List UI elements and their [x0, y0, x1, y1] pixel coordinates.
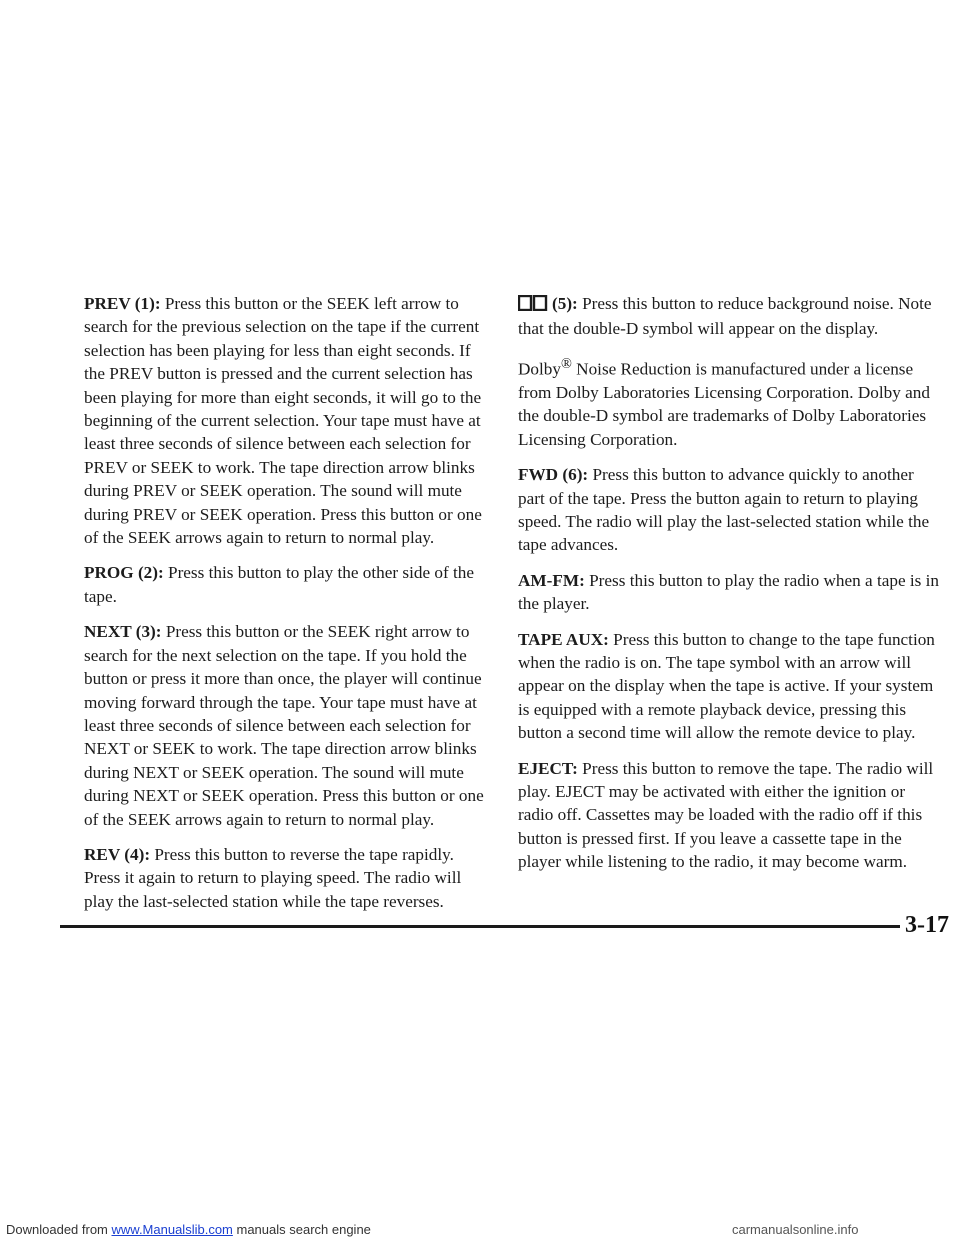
- dolby-trademark-text: Noise Reduction is manufactured under a license from Dolby Laboratories Licensing Corporation. Dolby and the double-D symbol are trademarks of Dolby Laboratories Licensing Corporation.: [518, 359, 930, 449]
- prog-term: PROG (2):: [84, 563, 164, 583]
- rev-text: Press this button to reverse the tape rapidly. Press it again to return to playing speed. The radio will play the last-selected station while the tape reverses.: [84, 844, 462, 911]
- eject-text: Press this button to remove the tape. The radio will play. EJECT may be activated with either the ignition or radio off. Cassettes may be loaded with the radio off if this button is pressed first. If you leave a cassette tape in the player while listening to the radio, it may become warm.: [518, 758, 934, 872]
- prev-button-description: [84, 292, 484, 549]
- eject-button-description: [518, 757, 942, 874]
- dolby-text: Press this button to reduce background noise. Note that the double-D symbol will appear on the display.: [518, 294, 932, 339]
- dolby-button-description: [518, 292, 942, 341]
- manualslib-link[interactable]: www.Manualslib.com: [111, 1222, 233, 1237]
- tape-aux-text: Press this button to change to the tape function when the radio is on. The tape symbol with an arrow will appear on the display when the tape is active. If your system is equipped with a remote playback device, pressing this button a second time will allow the remote device to play.: [518, 629, 935, 743]
- am-fm-text: Press this button to play the radio when a tape is in the player.: [518, 570, 940, 614]
- fwd-button-description: [518, 463, 942, 557]
- left-column: [84, 292, 484, 925]
- next-term: NEXT (3):: [84, 622, 162, 642]
- next-text: Press this button or the SEEK right arrow to search for the next selection on the tape. If you hold the button or press it more than once, the player will continue moving forward through the tape. Your tape must have at least three seconds of silence between each selection for NEXT or SEEK to work. The tape direction arrow blinks during NEXT or SEEK operation. The sound will mute during NEXT or SEEK operation. Press this button or one of the SEEK arrows again to return to normal play.: [84, 622, 484, 829]
- double-d-icon: [518, 294, 548, 317]
- fwd-term: FWD (6):: [518, 465, 589, 485]
- eject-term: EJECT:: [518, 758, 578, 778]
- next-button-description: [84, 620, 484, 831]
- am-fm-button-description: [518, 569, 942, 616]
- dolby-brand: Dolby: [518, 359, 561, 379]
- watermark: carmanualsonline.info: [732, 1222, 859, 1237]
- rev-button-description: [84, 843, 484, 913]
- prev-term: PREV (1):: [84, 294, 161, 313]
- tape-aux-term: TAPE AUX:: [518, 629, 609, 649]
- right-column: [518, 292, 942, 886]
- prev-text: Press this button or the SEEK left arrow to search for the previous selection on the tape if the current selection has been playing for less than eight seconds. If the PREV button is pressed and the current selection has been playing for more than eight seconds, it will go to the beginning of the current selection. Your tape must have at least three seconds of silence between each selection for PREV or SEEK to work. The tape direction arrow blinks during PREV or SEEK operation. The sound will mute during PREV or SEEK operation. Press this button or one of the SEEK arrows again to return to normal play.: [84, 294, 482, 548]
- tape-aux-button-description: [518, 628, 942, 745]
- dolby-trademark-note: [518, 353, 942, 451]
- dolby-term: (5):: [552, 294, 578, 313]
- fwd-text: Press this button to advance quickly to another part of the tape. Press the button again to return to playing speed. The radio will play the last-selected station while the tape advances.: [518, 465, 930, 555]
- prog-text: Press this button to play the other side of the tape.: [84, 563, 475, 606]
- am-fm-term: AM-FM:: [518, 570, 585, 590]
- footer-suffix: manuals search engine: [232, 1222, 371, 1237]
- registered-mark: ®: [560, 355, 572, 372]
- prog-button-description: [84, 561, 484, 608]
- download-footer: [6, 1222, 371, 1238]
- rev-term: REV (4):: [84, 844, 151, 864]
- footer-prefix: Downloaded from: [6, 1222, 112, 1237]
- page-number: 3-17: [905, 912, 949, 938]
- footer-rule: [60, 925, 900, 928]
